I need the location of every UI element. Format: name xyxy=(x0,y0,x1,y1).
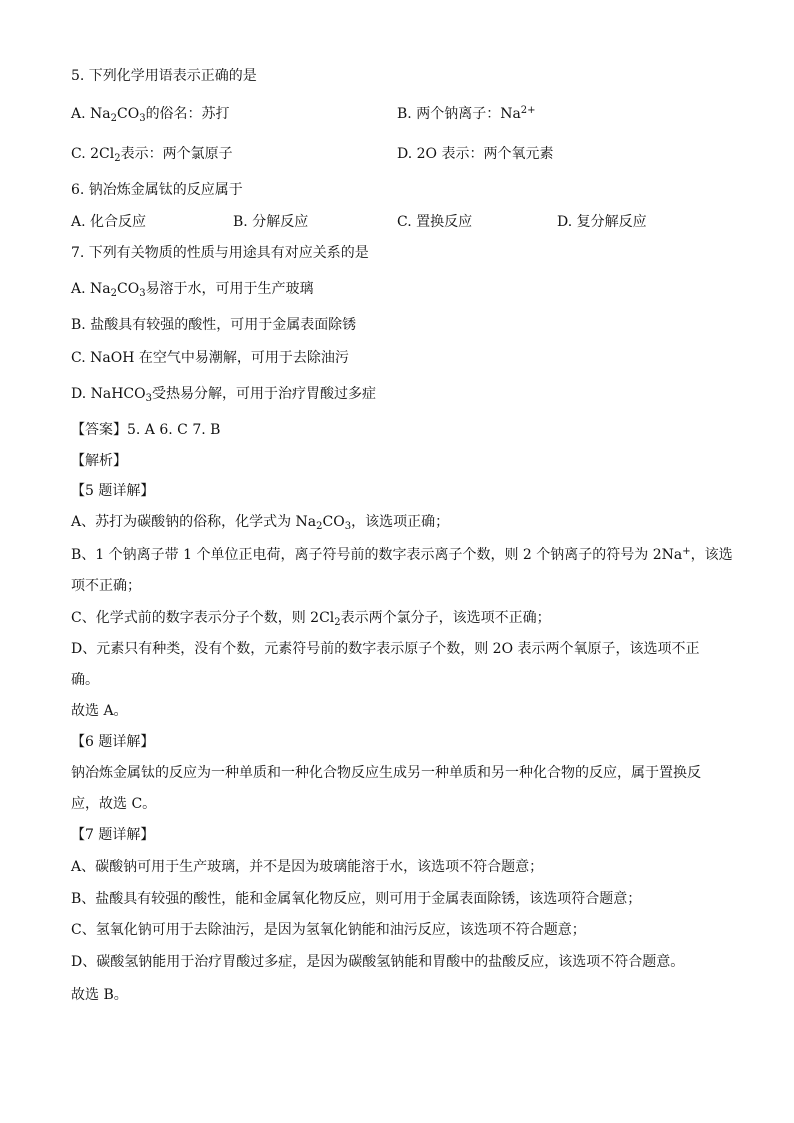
detail-5-b-cont xyxy=(71,577,141,595)
question-6-option-c xyxy=(397,213,472,231)
question-6-option-a xyxy=(71,213,146,231)
text-run: ，该选 xyxy=(690,547,733,563)
text-run: C、化学式前的数字表示分子个数，则 2Cl xyxy=(71,610,335,626)
subscript: 3 xyxy=(139,288,146,299)
text-run: 受热易分解，可用于治疗胃酸过多症 xyxy=(152,386,376,402)
question-7-option-b xyxy=(71,316,356,334)
text-run: 表示：两个氯原子 xyxy=(120,146,233,162)
text-run: A. Na xyxy=(71,281,111,297)
detail-6-title xyxy=(71,733,154,751)
text-run: C. 置换反应 xyxy=(397,214,473,230)
text-run: 的俗名：苏打 xyxy=(145,106,230,122)
text-run: 【6 题详解】 xyxy=(71,734,155,750)
text-run: C. 2Cl xyxy=(71,146,115,162)
text-run: D. NaHCO xyxy=(71,386,146,402)
text-run: 表示两个氯分子，该选项不正确； xyxy=(340,610,551,626)
question-5-option-b xyxy=(397,105,536,123)
text-run: D、元素只有种类，没有个数，元素符号前的数字表示原子个数，则 2O 表示两个氧原子，该选项不正 xyxy=(71,641,700,657)
subscript: 2 xyxy=(110,288,117,299)
detail-6-text xyxy=(71,764,701,782)
text-run: A、碳酸钠可用于生产玻璃，并不是因为玻璃能溶于水，该选项不符合题意； xyxy=(71,859,544,875)
answer-line xyxy=(71,421,220,439)
detail-5-title xyxy=(71,482,154,500)
detail-7-conclusion xyxy=(71,986,128,1004)
text-run: 【7 题详解】 xyxy=(71,827,155,843)
subscript: 2 xyxy=(334,617,341,628)
question-5-option-c xyxy=(71,145,233,163)
question-6-stem xyxy=(71,181,243,199)
question-5-stem xyxy=(71,67,257,85)
subscript: 3 xyxy=(344,521,352,532)
detail-5-d xyxy=(71,640,700,658)
text-run: B. 分解反应 xyxy=(233,214,309,230)
text-run: 故选 A。 xyxy=(71,703,128,719)
text-run: B、1 个钠离子带 1 个单位正电荷，离子符号前的数字表示离子个数，则 2 个钠离子的符号为 2Na xyxy=(71,547,683,563)
text-run: A. Na xyxy=(71,106,111,122)
text-run: 6. 钠冶炼金属钛的反应属于 xyxy=(71,182,243,198)
text-run: 5. 下列化学用语表示正确的是 xyxy=(71,68,257,84)
subscript: 2 xyxy=(316,521,323,532)
subscript: 2 xyxy=(114,153,121,164)
text-run: D. 2O 表示：两个氧元素 xyxy=(397,146,554,162)
analysis-heading xyxy=(71,452,127,470)
detail-7-a xyxy=(71,858,543,876)
text-run: D、碳酸氢钠能用于治疗胃酸过多症，是因为碳酸氢钠能和胃酸中的盐酸反应，该选项不符合题意。 xyxy=(71,954,685,970)
text-run: 【5 题详解】 xyxy=(71,483,155,499)
question-7-option-a xyxy=(71,280,314,298)
text-run: B. 盐酸具有较强的酸性，可用于金属表面除锈 xyxy=(71,317,357,333)
detail-5-c xyxy=(71,609,551,627)
text-run: CO xyxy=(116,281,140,297)
question-5-option-d xyxy=(397,145,553,163)
detail-7-d xyxy=(71,953,684,971)
question-6-option-b xyxy=(233,213,308,231)
text-run: C、氢氧化钠可用于去除油污，是因为氢氧化钠能和油污反应，该选项不符合题意； xyxy=(71,922,586,938)
subscript: 2 xyxy=(110,113,117,124)
text-run: C. NaOH 在空气中易潮解，可用于去除油污 xyxy=(71,350,349,366)
question-7-option-d xyxy=(71,385,376,403)
detail-7-c xyxy=(71,921,586,939)
detail-7-title xyxy=(71,826,154,844)
text-run: 项不正确； xyxy=(71,578,141,594)
detail-5-conclusion xyxy=(71,702,128,720)
text-run: CO xyxy=(116,106,140,122)
detail-5-a xyxy=(71,513,449,531)
text-run: B、盐酸具有较强的酸性，能和金属氧化物反应，则可用于金属表面除锈，该选项符合题意； xyxy=(71,891,642,907)
text-run: 钠冶炼金属钛的反应为一种单质和一种化合物反应生成另一种单质和另一种化合物的反应，属于置换反 xyxy=(71,765,701,781)
subscript: 3 xyxy=(145,393,152,404)
text-run: 【答案】5. A 6. C 7. B xyxy=(71,422,221,438)
text-run: 【解析】 xyxy=(71,453,127,469)
text-run: B. 两个钠离子：Na xyxy=(397,106,521,122)
subscript: 3 xyxy=(139,113,146,124)
text-run: 应，故选 C。 xyxy=(71,796,157,812)
question-5-option-a xyxy=(71,105,230,123)
question-7-stem xyxy=(71,244,369,262)
text-run: 7. 下列有关物质的性质与用途具有对应关系的是 xyxy=(71,245,369,261)
detail-5-b xyxy=(71,546,733,564)
detail-5-d-cont xyxy=(71,671,99,689)
text-run: A. 化合反应 xyxy=(71,214,147,230)
text-run: 故选 B。 xyxy=(71,987,128,1003)
text-run: A、苏打为碳酸钠的俗称，化学式为 Na xyxy=(71,514,317,530)
text-run: ，该选项正确； xyxy=(351,514,450,530)
question-7-option-c xyxy=(71,349,349,367)
superscript: + xyxy=(682,546,691,557)
text-run: 确。 xyxy=(71,672,99,688)
question-6-option-d xyxy=(557,213,647,231)
superscript: 2+ xyxy=(520,105,536,116)
detail-6-text-cont xyxy=(71,795,156,813)
text-run: 易溶于水，可用于生产玻璃 xyxy=(145,281,314,297)
detail-7-b xyxy=(71,890,641,908)
text-run: CO xyxy=(322,514,345,530)
text-run: D. 复分解反应 xyxy=(557,214,647,230)
